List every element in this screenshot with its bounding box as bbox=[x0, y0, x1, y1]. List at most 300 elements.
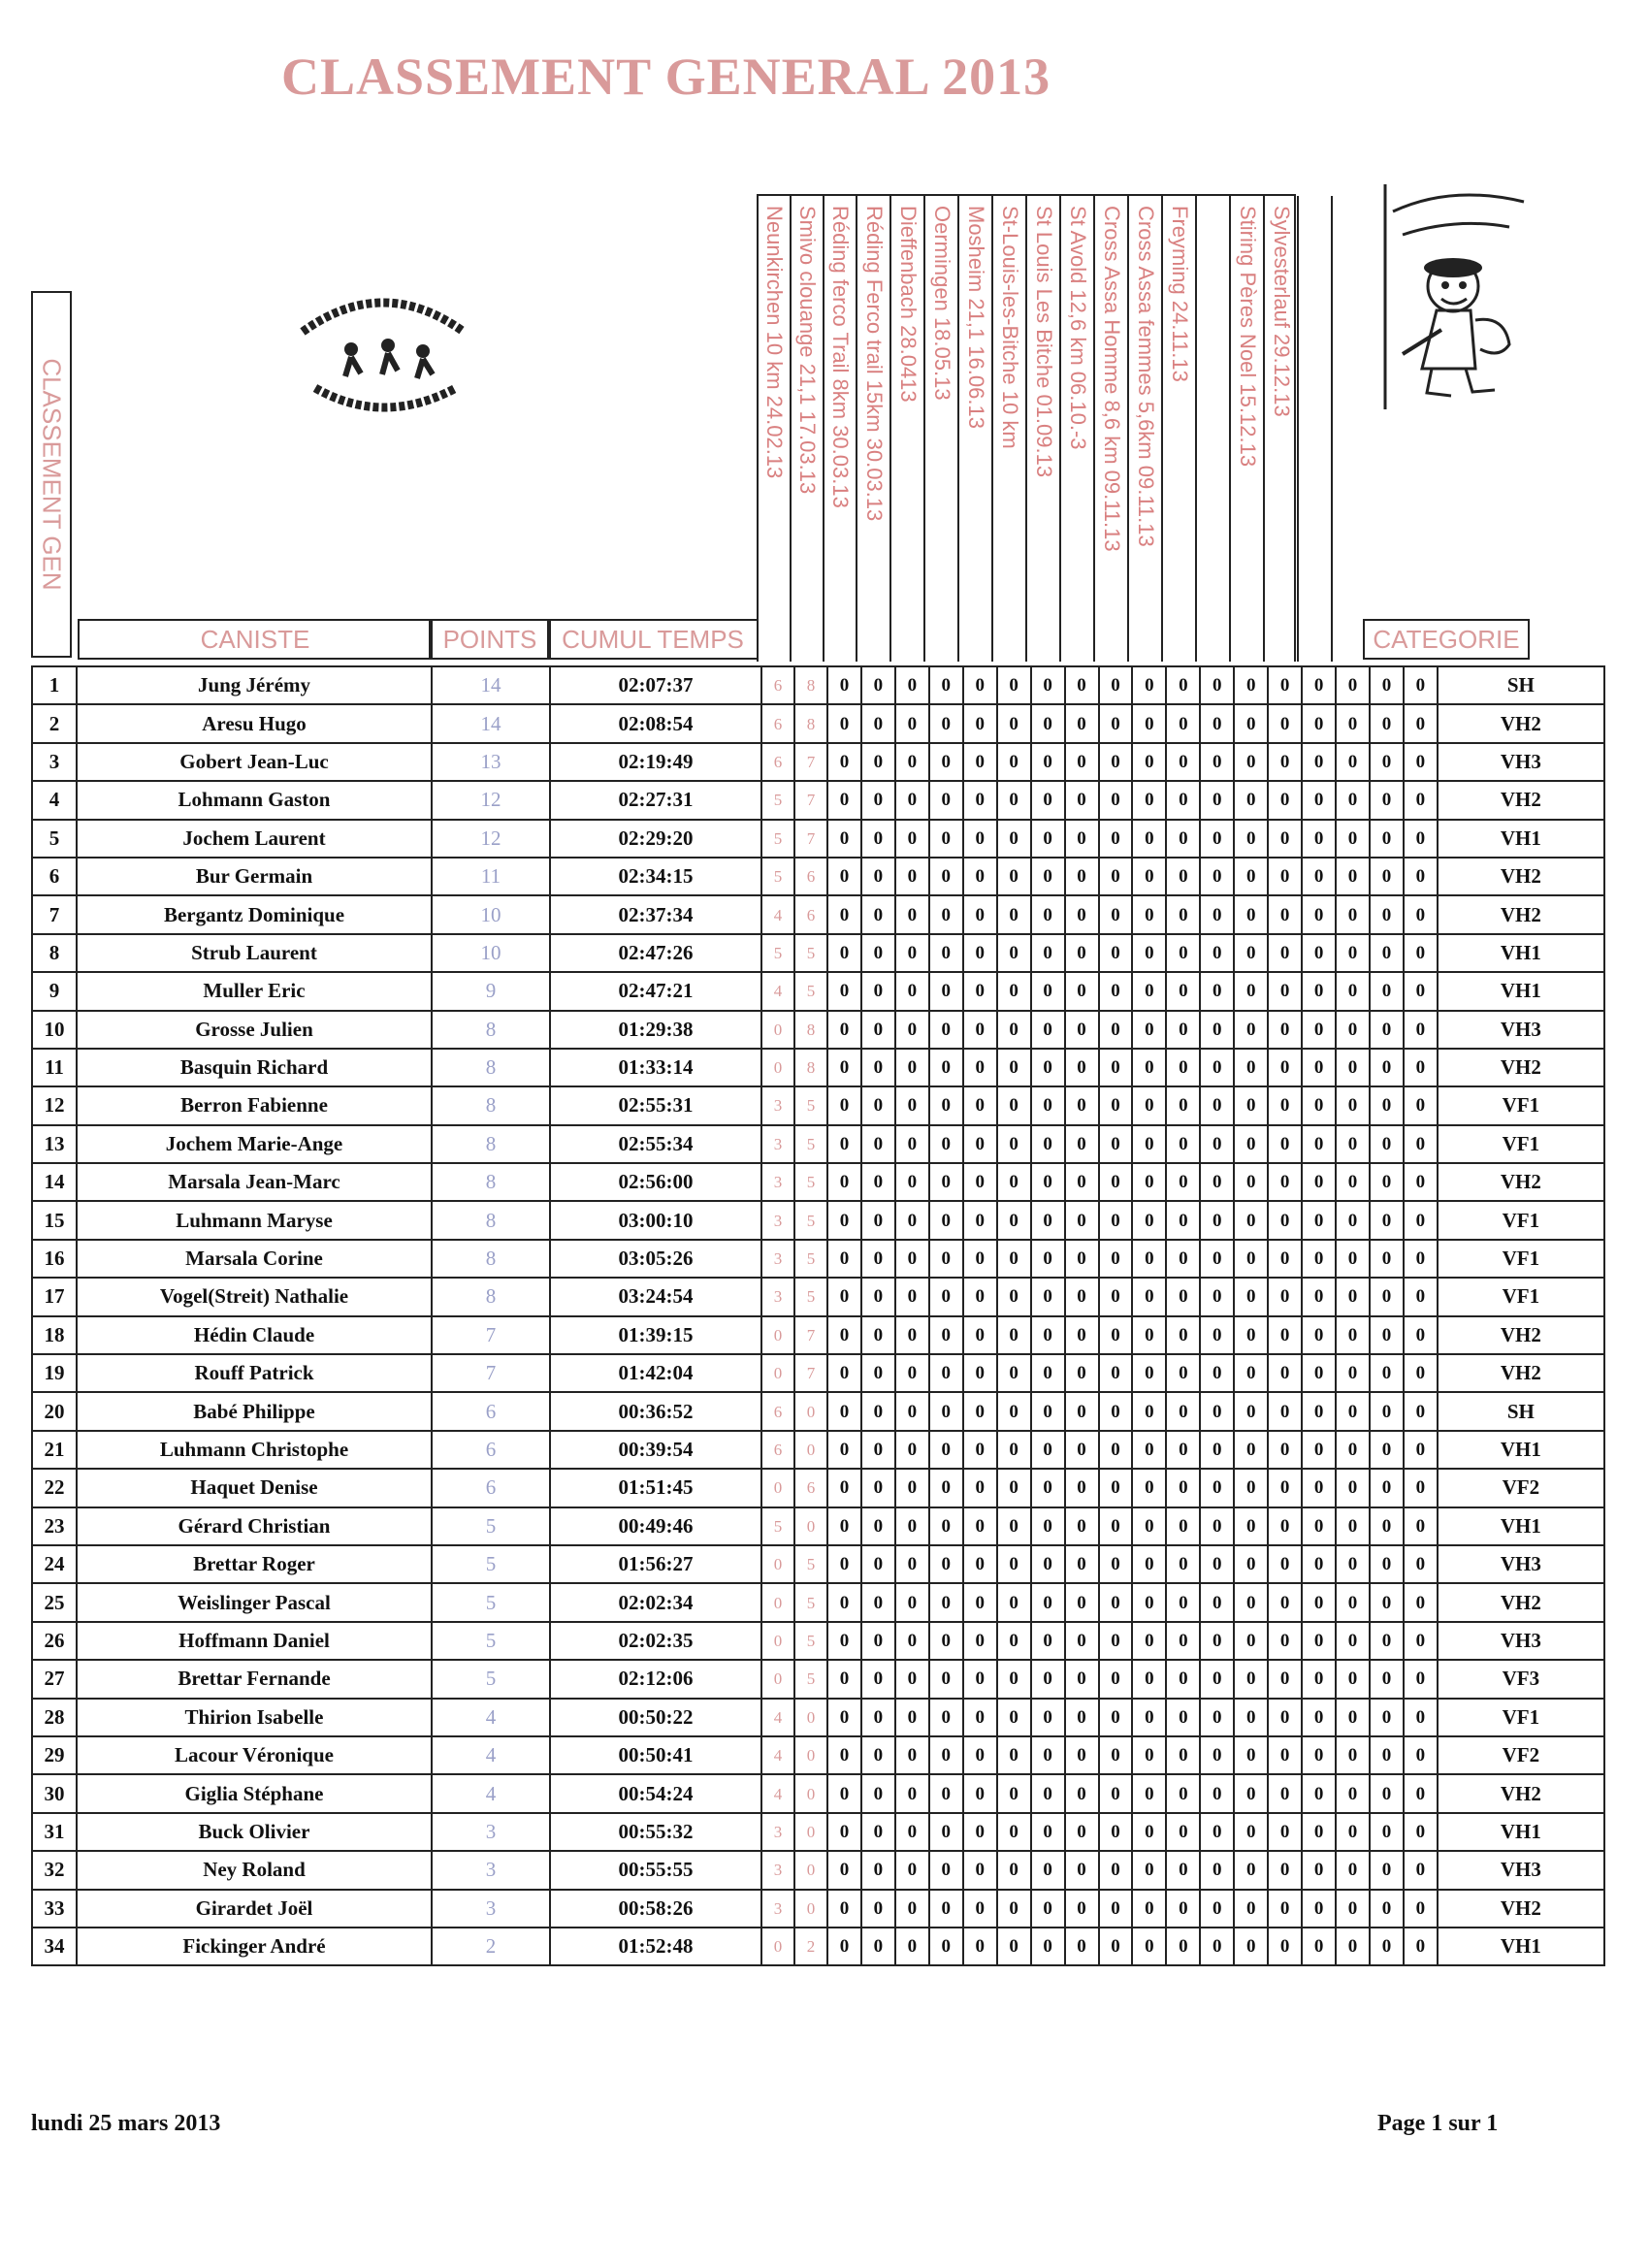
runner-name-cell: Gérard Christian bbox=[77, 1507, 432, 1545]
race-zero-cell: 0 bbox=[1404, 1545, 1438, 1583]
race-zero-cell: 0 bbox=[1302, 1316, 1336, 1354]
race-zero-cell: 0 bbox=[1099, 1699, 1133, 1736]
race-zero-cell: 0 bbox=[1268, 1583, 1302, 1621]
race-zero-cell: 0 bbox=[1099, 1431, 1133, 1469]
race-name: Stiring Pères Noel 15.12.13 bbox=[1235, 206, 1260, 468]
results-table bbox=[31, 665, 1605, 1966]
race-points-cell: 5 bbox=[794, 1660, 827, 1698]
race-zero-cell: 0 bbox=[1166, 972, 1200, 1010]
runner-name-cell: Hoffmann Daniel bbox=[77, 1622, 432, 1660]
race-zero-cell: 0 bbox=[1234, 1316, 1268, 1354]
race-zero-cell: 0 bbox=[963, 1316, 997, 1354]
race-zero-cell: 0 bbox=[1132, 1736, 1166, 1774]
race-points-cell: 6 bbox=[794, 1469, 827, 1507]
race-zero-cell: 0 bbox=[1370, 704, 1404, 742]
race-zero-cell: 0 bbox=[1166, 781, 1200, 819]
table-row bbox=[32, 1354, 1604, 1392]
race-zero-cell: 0 bbox=[1336, 1622, 1370, 1660]
race-zero-cell: 0 bbox=[895, 1240, 929, 1278]
race-zero-cell: 0 bbox=[1031, 1660, 1065, 1698]
race-zero-cell: 0 bbox=[997, 1316, 1031, 1354]
race-zero-cell: 0 bbox=[1234, 1774, 1268, 1812]
race-zero-cell: 0 bbox=[827, 1851, 861, 1889]
race-zero-cell: 0 bbox=[1370, 1583, 1404, 1621]
race-zero-cell: 0 bbox=[1336, 1507, 1370, 1545]
race-zero-cell: 0 bbox=[1132, 1583, 1166, 1621]
race-zero-cell: 0 bbox=[997, 1125, 1031, 1163]
race-zero-cell: 0 bbox=[1065, 1011, 1099, 1049]
race-zero-cell: 0 bbox=[1099, 1507, 1133, 1545]
race-zero-cell: 0 bbox=[997, 1354, 1031, 1392]
race-zero-cell: 0 bbox=[1132, 1660, 1166, 1698]
cumul-time-cell: 02:47:26 bbox=[550, 934, 761, 972]
race-zero-cell: 0 bbox=[997, 1278, 1031, 1315]
rank-cell: 29 bbox=[32, 1736, 77, 1774]
rank-cell: 18 bbox=[32, 1316, 77, 1354]
table-row bbox=[32, 1851, 1604, 1889]
race-zero-cell: 0 bbox=[1031, 1545, 1065, 1583]
race-zero-cell: 0 bbox=[1336, 1813, 1370, 1851]
race-zero-cell: 0 bbox=[1031, 858, 1065, 895]
race-zero-cell: 0 bbox=[1166, 1699, 1200, 1736]
race-zero-cell: 0 bbox=[1302, 781, 1336, 819]
category-cell: VF2 bbox=[1438, 1469, 1604, 1507]
race-zero-cell: 0 bbox=[1268, 1049, 1302, 1086]
race-points-cell: 0 bbox=[761, 1469, 794, 1507]
cumul-time-cell: 01:52:48 bbox=[550, 1928, 761, 1965]
points-header: POINTS bbox=[429, 619, 551, 660]
race-zero-cell: 0 bbox=[1031, 1125, 1065, 1163]
race-zero-cell: 0 bbox=[929, 1316, 963, 1354]
category-cell: VH2 bbox=[1438, 1354, 1604, 1392]
race-zero-cell: 0 bbox=[1132, 1316, 1166, 1354]
race-zero-cell: 0 bbox=[1234, 934, 1268, 972]
points-cell: 2 bbox=[432, 1928, 550, 1965]
race-zero-cell: 0 bbox=[997, 1011, 1031, 1049]
race-zero-cell: 0 bbox=[1404, 1240, 1438, 1278]
race-zero-cell: 0 bbox=[1336, 1011, 1370, 1049]
race-zero-cell: 0 bbox=[827, 1469, 861, 1507]
race-zero-cell: 0 bbox=[1099, 1890, 1133, 1928]
table-row bbox=[32, 972, 1604, 1010]
race-zero-cell: 0 bbox=[895, 1469, 929, 1507]
race-zero-cell: 0 bbox=[1200, 1583, 1234, 1621]
race-zero-cell: 0 bbox=[1336, 1928, 1370, 1965]
points-cell: 5 bbox=[432, 1660, 550, 1698]
race-zero-cell: 0 bbox=[827, 1163, 861, 1201]
page-title: CLASSEMENT GENERAL 2013 bbox=[281, 48, 1051, 106]
race-zero-cell: 0 bbox=[997, 1507, 1031, 1545]
race-zero-cell: 0 bbox=[1099, 1545, 1133, 1583]
race-zero-cell: 0 bbox=[1132, 1928, 1166, 1965]
race-zero-cell: 0 bbox=[1234, 1201, 1268, 1239]
race-zero-cell: 0 bbox=[827, 781, 861, 819]
race-zero-cell: 0 bbox=[827, 743, 861, 781]
race-zero-cell: 0 bbox=[1302, 1928, 1336, 1965]
category-cell: VF1 bbox=[1438, 1125, 1604, 1163]
race-zero-cell: 0 bbox=[929, 1774, 963, 1812]
race-zero-cell: 0 bbox=[1166, 1890, 1200, 1928]
race-name: Smivo clouange 21,1 17.03.13 bbox=[795, 206, 820, 495]
race-zero-cell: 0 bbox=[895, 1928, 929, 1965]
points-cell: 5 bbox=[432, 1583, 550, 1621]
rank-cell: 28 bbox=[32, 1699, 77, 1736]
race-zero-cell: 0 bbox=[1234, 743, 1268, 781]
race-zero-cell: 0 bbox=[1336, 972, 1370, 1010]
race-zero-cell: 0 bbox=[861, 1851, 895, 1889]
race-zero-cell: 0 bbox=[929, 1890, 963, 1928]
race-zero-cell: 0 bbox=[1234, 1507, 1268, 1545]
race-zero-cell: 0 bbox=[1268, 1201, 1302, 1239]
race-zero-cell: 0 bbox=[929, 1431, 963, 1469]
race-zero-cell: 0 bbox=[1404, 820, 1438, 858]
runner-name-cell: Rouff Patrick bbox=[77, 1354, 432, 1392]
race-zero-cell: 0 bbox=[1234, 1011, 1268, 1049]
category-cell: VH1 bbox=[1438, 934, 1604, 972]
runner-name-cell: Basquin Richard bbox=[77, 1049, 432, 1086]
race-zero-cell: 0 bbox=[1404, 934, 1438, 972]
points-cell: 14 bbox=[432, 704, 550, 742]
race-points-cell: 0 bbox=[761, 1011, 794, 1049]
race-zero-cell: 0 bbox=[1404, 666, 1438, 704]
race-zero-cell: 0 bbox=[861, 1392, 895, 1430]
table-row bbox=[32, 1125, 1604, 1163]
race-zero-cell: 0 bbox=[895, 1125, 929, 1163]
race-zero-cell: 0 bbox=[895, 1163, 929, 1201]
table-row bbox=[32, 1660, 1604, 1698]
race-zero-cell: 0 bbox=[895, 1622, 929, 1660]
race-zero-cell: 0 bbox=[997, 1545, 1031, 1583]
race-zero-cell: 0 bbox=[929, 1622, 963, 1660]
race-zero-cell: 0 bbox=[997, 704, 1031, 742]
race-zero-cell: 0 bbox=[1370, 1201, 1404, 1239]
race-zero-cell: 0 bbox=[1234, 1890, 1268, 1928]
race-points-cell: 4 bbox=[761, 1774, 794, 1812]
race-points-cell: 5 bbox=[761, 781, 794, 819]
race-zero-cell: 0 bbox=[1099, 1851, 1133, 1889]
cumul-time-cell: 03:24:54 bbox=[550, 1278, 761, 1315]
race-zero-cell: 0 bbox=[1065, 1201, 1099, 1239]
race-points-cell: 4 bbox=[761, 1736, 794, 1774]
race-zero-cell: 0 bbox=[963, 1660, 997, 1698]
race-zero-cell: 0 bbox=[997, 1431, 1031, 1469]
race-zero-cell: 0 bbox=[1166, 1011, 1200, 1049]
rank-cell: 21 bbox=[32, 1431, 77, 1469]
table-row bbox=[32, 1316, 1604, 1354]
category-cell: VH2 bbox=[1438, 1774, 1604, 1812]
runner-name-cell: Brettar Roger bbox=[77, 1545, 432, 1583]
race-zero-cell: 0 bbox=[1132, 934, 1166, 972]
race-zero-cell: 0 bbox=[1370, 1699, 1404, 1736]
race-zero-cell: 0 bbox=[1200, 934, 1234, 972]
runner-name-cell: Luhmann Christophe bbox=[77, 1431, 432, 1469]
category-cell: VF1 bbox=[1438, 1086, 1604, 1124]
race-zero-cell: 0 bbox=[997, 1813, 1031, 1851]
category-cell: VH3 bbox=[1438, 1545, 1604, 1583]
race-zero-cell: 0 bbox=[1302, 1774, 1336, 1812]
cumul-time-cell: 01:29:38 bbox=[550, 1011, 761, 1049]
race-zero-cell: 0 bbox=[929, 1813, 963, 1851]
race-points-cell: 5 bbox=[794, 1583, 827, 1621]
race-zero-cell: 0 bbox=[827, 1622, 861, 1660]
race-zero-cell: 0 bbox=[997, 781, 1031, 819]
race-zero-cell: 0 bbox=[895, 972, 929, 1010]
points-cell: 7 bbox=[432, 1354, 550, 1392]
race-points-cell: 0 bbox=[794, 1699, 827, 1736]
race-zero-cell: 0 bbox=[827, 704, 861, 742]
race-zero-cell: 0 bbox=[1370, 1622, 1404, 1660]
race-zero-cell: 0 bbox=[1065, 1774, 1099, 1812]
race-zero-cell: 0 bbox=[1336, 1049, 1370, 1086]
category-cell: VH2 bbox=[1438, 1890, 1604, 1928]
race-zero-cell: 0 bbox=[1099, 781, 1133, 819]
cumul-time-cell: 01:56:27 bbox=[550, 1545, 761, 1583]
race-zero-cell: 0 bbox=[1370, 1240, 1404, 1278]
race-zero-cell: 0 bbox=[1132, 1545, 1166, 1583]
race-zero-cell: 0 bbox=[1336, 1736, 1370, 1774]
runner-name-cell: Lohmann Gaston bbox=[77, 781, 432, 819]
points-cell: 3 bbox=[432, 1890, 550, 1928]
race-column-header bbox=[1299, 196, 1333, 662]
race-zero-cell: 0 bbox=[1200, 1354, 1234, 1392]
race-zero-cell: 0 bbox=[1166, 1469, 1200, 1507]
runner-name-cell: Gobert Jean-Luc bbox=[77, 743, 432, 781]
race-zero-cell: 0 bbox=[1404, 1049, 1438, 1086]
cumul-time-cell: 02:29:20 bbox=[550, 820, 761, 858]
race-zero-cell: 0 bbox=[895, 1201, 929, 1239]
race-zero-cell: 0 bbox=[827, 895, 861, 933]
table-row bbox=[32, 1201, 1604, 1239]
race-zero-cell: 0 bbox=[963, 858, 997, 895]
race-zero-cell: 0 bbox=[1336, 1086, 1370, 1124]
race-zero-cell: 0 bbox=[895, 1660, 929, 1698]
race-points-cell: 8 bbox=[794, 1011, 827, 1049]
rank-cell: 11 bbox=[32, 1049, 77, 1086]
table-row bbox=[32, 1011, 1604, 1049]
race-zero-cell: 0 bbox=[895, 1086, 929, 1124]
rank-cell: 14 bbox=[32, 1163, 77, 1201]
race-zero-cell: 0 bbox=[1132, 1392, 1166, 1430]
race-zero-cell: 0 bbox=[1370, 1431, 1404, 1469]
race-zero-cell: 0 bbox=[1268, 1086, 1302, 1124]
race-zero-cell: 0 bbox=[1031, 1392, 1065, 1430]
race-points-cell: 5 bbox=[761, 858, 794, 895]
race-zero-cell: 0 bbox=[895, 1011, 929, 1049]
table-row bbox=[32, 1813, 1604, 1851]
race-zero-cell: 0 bbox=[1336, 1392, 1370, 1430]
race-zero-cell: 0 bbox=[1370, 934, 1404, 972]
race-zero-cell: 0 bbox=[861, 1774, 895, 1812]
race-zero-cell: 0 bbox=[963, 1622, 997, 1660]
race-zero-cell: 0 bbox=[1234, 781, 1268, 819]
race-zero-cell: 0 bbox=[1200, 781, 1234, 819]
race-zero-cell: 0 bbox=[929, 1507, 963, 1545]
race-zero-cell: 0 bbox=[1234, 1163, 1268, 1201]
rank-cell: 34 bbox=[32, 1928, 77, 1965]
race-zero-cell: 0 bbox=[827, 1011, 861, 1049]
race-zero-cell: 0 bbox=[1065, 1699, 1099, 1736]
category-cell: VH2 bbox=[1438, 1049, 1604, 1086]
race-zero-cell: 0 bbox=[1302, 1086, 1336, 1124]
race-zero-cell: 0 bbox=[1099, 1392, 1133, 1430]
race-zero-cell: 0 bbox=[1234, 1125, 1268, 1163]
race-zero-cell: 0 bbox=[1302, 1583, 1336, 1621]
race-zero-cell: 0 bbox=[1065, 1583, 1099, 1621]
race-zero-cell: 0 bbox=[1370, 895, 1404, 933]
race-column-header bbox=[759, 196, 792, 662]
race-points-cell: 5 bbox=[761, 1507, 794, 1545]
race-zero-cell: 0 bbox=[1268, 1928, 1302, 1965]
race-zero-cell: 0 bbox=[1370, 1354, 1404, 1392]
runner-name-cell: Buck Olivier bbox=[77, 1813, 432, 1851]
race-zero-cell: 0 bbox=[1404, 895, 1438, 933]
race-zero-cell: 0 bbox=[895, 1583, 929, 1621]
race-zero-cell: 0 bbox=[1404, 1928, 1438, 1965]
race-zero-cell: 0 bbox=[1268, 1316, 1302, 1354]
race-zero-cell: 0 bbox=[1268, 820, 1302, 858]
race-zero-cell: 0 bbox=[1370, 1316, 1404, 1354]
race-zero-cell: 0 bbox=[861, 1507, 895, 1545]
race-zero-cell: 0 bbox=[895, 1736, 929, 1774]
points-cell: 4 bbox=[432, 1774, 550, 1812]
race-points-cell: 5 bbox=[794, 1125, 827, 1163]
race-zero-cell: 0 bbox=[997, 1660, 1031, 1698]
race-zero-cell: 0 bbox=[1065, 1125, 1099, 1163]
race-zero-cell: 0 bbox=[1370, 1507, 1404, 1545]
race-zero-cell: 0 bbox=[1336, 1163, 1370, 1201]
runner-name-cell: Jochem Marie-Ange bbox=[77, 1125, 432, 1163]
race-zero-cell: 0 bbox=[827, 1890, 861, 1928]
race-zero-cell: 0 bbox=[1166, 1622, 1200, 1660]
race-points-cell: 0 bbox=[761, 1354, 794, 1392]
race-zero-cell: 0 bbox=[1336, 1851, 1370, 1889]
table-row bbox=[32, 1240, 1604, 1278]
race-column-header bbox=[1027, 196, 1061, 662]
points-cell: 9 bbox=[432, 972, 550, 1010]
runner-name-cell: Giglia Stéphane bbox=[77, 1774, 432, 1812]
race-zero-cell: 0 bbox=[1031, 1086, 1065, 1124]
rank-cell: 8 bbox=[32, 934, 77, 972]
race-zero-cell: 0 bbox=[827, 934, 861, 972]
points-cell: 12 bbox=[432, 820, 550, 858]
race-name: Oermingen 18.05.13 bbox=[929, 206, 954, 401]
race-zero-cell: 0 bbox=[997, 1851, 1031, 1889]
race-points-cell: 0 bbox=[761, 1583, 794, 1621]
race-points-cell: 7 bbox=[794, 1354, 827, 1392]
race-zero-cell: 0 bbox=[1099, 1163, 1133, 1201]
cumul-time-cell: 01:51:45 bbox=[550, 1469, 761, 1507]
race-zero-cell: 0 bbox=[861, 1660, 895, 1698]
race-zero-cell: 0 bbox=[963, 1890, 997, 1928]
race-zero-cell: 0 bbox=[1370, 1086, 1404, 1124]
race-zero-cell: 0 bbox=[1200, 1660, 1234, 1698]
rank-cell: 33 bbox=[32, 1890, 77, 1928]
race-zero-cell: 0 bbox=[1302, 1354, 1336, 1392]
race-zero-cell: 0 bbox=[861, 1431, 895, 1469]
runner-name-cell: Ney Roland bbox=[77, 1851, 432, 1889]
category-cell: VH1 bbox=[1438, 1928, 1604, 1965]
race-zero-cell: 0 bbox=[1132, 1622, 1166, 1660]
race-zero-cell: 0 bbox=[929, 895, 963, 933]
race-zero-cell: 0 bbox=[1031, 1278, 1065, 1315]
race-zero-cell: 0 bbox=[963, 1354, 997, 1392]
race-zero-cell: 0 bbox=[1065, 1316, 1099, 1354]
race-zero-cell: 0 bbox=[895, 1699, 929, 1736]
race-zero-cell: 0 bbox=[1166, 820, 1200, 858]
race-zero-cell: 0 bbox=[997, 1086, 1031, 1124]
category-cell: VF2 bbox=[1438, 1736, 1604, 1774]
race-zero-cell: 0 bbox=[1031, 1201, 1065, 1239]
rank-cell: 26 bbox=[32, 1622, 77, 1660]
race-points-cell: 6 bbox=[761, 1392, 794, 1430]
race-zero-cell: 0 bbox=[929, 1928, 963, 1965]
race-zero-cell: 0 bbox=[1370, 1163, 1404, 1201]
race-zero-cell: 0 bbox=[861, 1086, 895, 1124]
rank-cell: 25 bbox=[32, 1583, 77, 1621]
race-column-header bbox=[1231, 196, 1265, 662]
race-name: Sylvesterlauf 29.12.13 bbox=[1269, 206, 1294, 417]
race-name: Réding Ferco trail 15km 30.03.13 bbox=[861, 206, 887, 522]
race-zero-cell: 0 bbox=[963, 1469, 997, 1507]
race-zero-cell: 0 bbox=[1099, 1049, 1133, 1086]
race-zero-cell: 0 bbox=[827, 1813, 861, 1851]
race-zero-cell: 0 bbox=[1099, 1928, 1133, 1965]
race-zero-cell: 0 bbox=[1268, 1851, 1302, 1889]
points-cell: 8 bbox=[432, 1125, 550, 1163]
race-zero-cell: 0 bbox=[827, 1354, 861, 1392]
race-zero-cell: 0 bbox=[861, 1583, 895, 1621]
race-zero-cell: 0 bbox=[861, 704, 895, 742]
race-zero-cell: 0 bbox=[1404, 1011, 1438, 1049]
race-zero-cell: 0 bbox=[963, 1049, 997, 1086]
race-zero-cell: 0 bbox=[861, 1622, 895, 1660]
race-zero-cell: 0 bbox=[861, 1011, 895, 1049]
runner-name-cell: Marsala Jean-Marc bbox=[77, 1163, 432, 1201]
race-zero-cell: 0 bbox=[1200, 1163, 1234, 1201]
table-row bbox=[32, 1774, 1604, 1812]
race-zero-cell: 0 bbox=[1234, 1354, 1268, 1392]
race-zero-cell: 0 bbox=[1065, 858, 1099, 895]
race-zero-cell: 0 bbox=[1166, 1774, 1200, 1812]
race-zero-cell: 0 bbox=[1200, 1699, 1234, 1736]
race-zero-cell: 0 bbox=[1132, 1507, 1166, 1545]
race-zero-cell: 0 bbox=[827, 1545, 861, 1583]
race-points-cell: 5 bbox=[794, 1086, 827, 1124]
race-zero-cell: 0 bbox=[1404, 1660, 1438, 1698]
race-zero-cell: 0 bbox=[1132, 666, 1166, 704]
runner-name-cell: Muller Eric bbox=[77, 972, 432, 1010]
race-points-cell: 3 bbox=[761, 1125, 794, 1163]
race-zero-cell: 0 bbox=[1166, 1660, 1200, 1698]
race-zero-cell: 0 bbox=[1234, 1622, 1268, 1660]
race-zero-cell: 0 bbox=[1099, 743, 1133, 781]
race-points-cell: 5 bbox=[794, 1201, 827, 1239]
race-points-cell: 5 bbox=[794, 1622, 827, 1660]
race-zero-cell: 0 bbox=[1031, 781, 1065, 819]
race-zero-cell: 0 bbox=[895, 1545, 929, 1583]
race-zero-cell: 0 bbox=[1234, 1660, 1268, 1698]
race-zero-cell: 0 bbox=[861, 820, 895, 858]
race-zero-cell: 0 bbox=[1370, 1469, 1404, 1507]
race-zero-cell: 0 bbox=[827, 1316, 861, 1354]
race-zero-cell: 0 bbox=[1268, 1622, 1302, 1660]
race-zero-cell: 0 bbox=[997, 743, 1031, 781]
race-zero-cell: 0 bbox=[1234, 1583, 1268, 1621]
caniste-header: CANISTE bbox=[78, 619, 433, 660]
race-points-cell: 0 bbox=[761, 1545, 794, 1583]
race-zero-cell: 0 bbox=[1302, 1392, 1336, 1430]
race-zero-cell: 0 bbox=[963, 1278, 997, 1315]
